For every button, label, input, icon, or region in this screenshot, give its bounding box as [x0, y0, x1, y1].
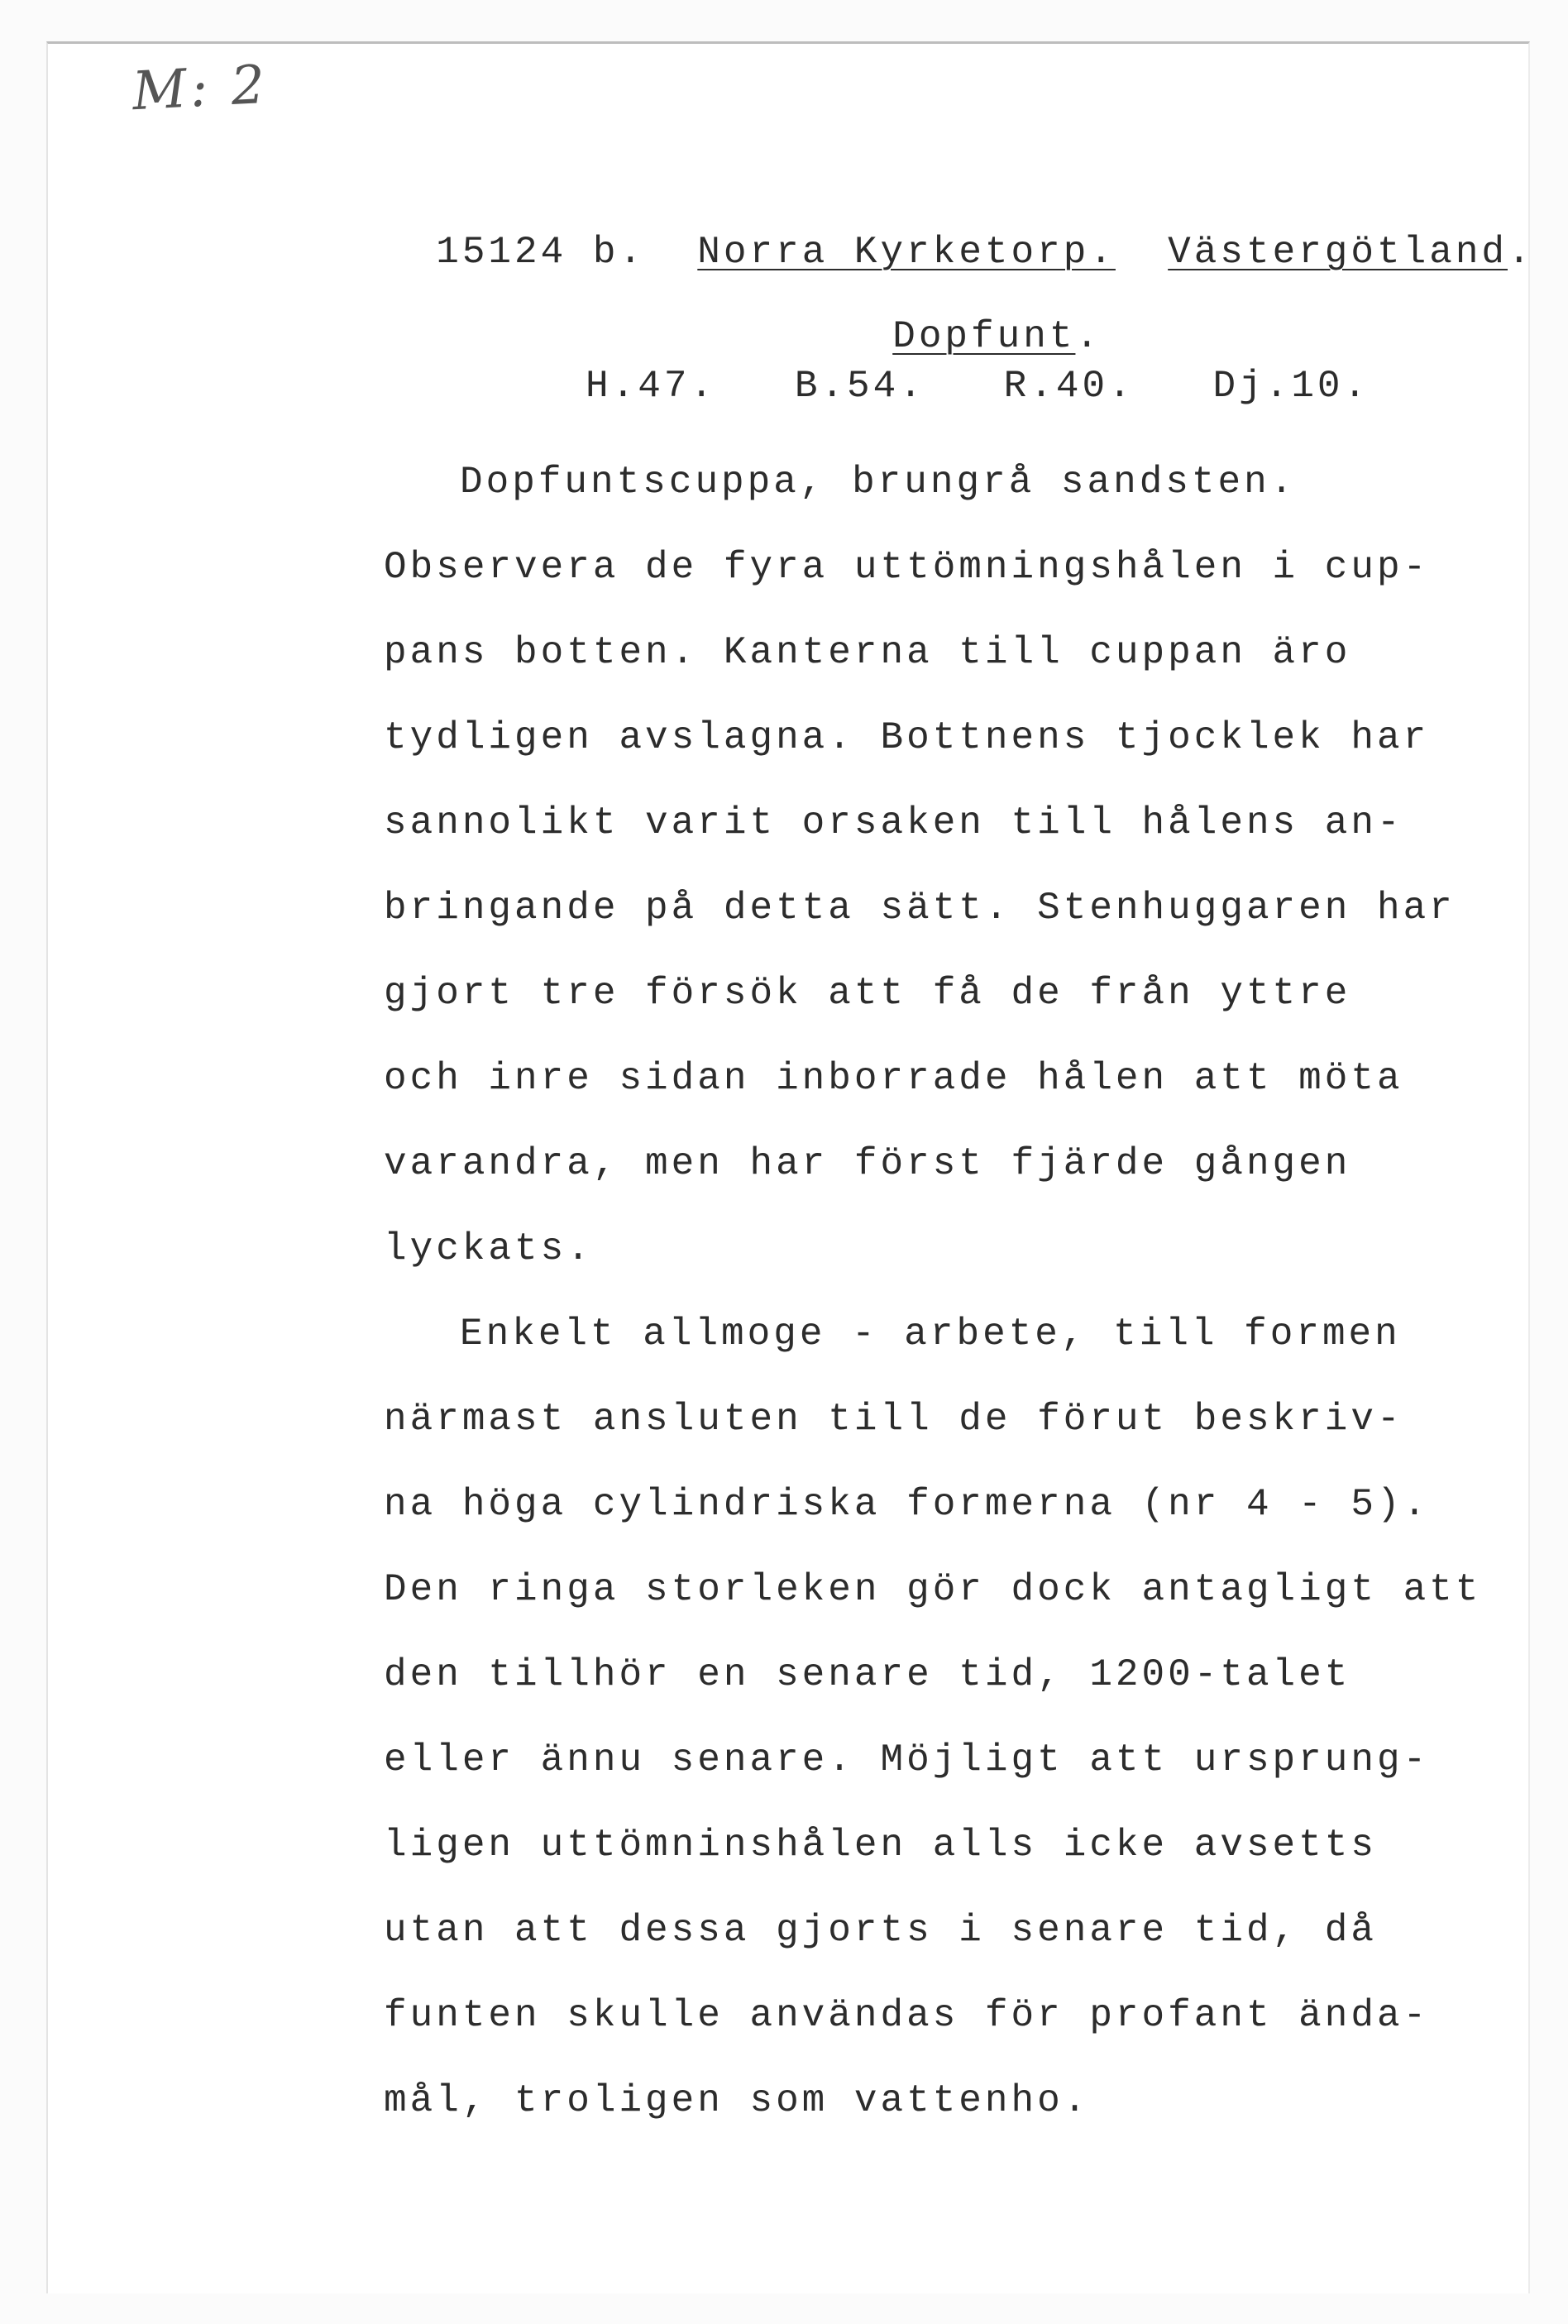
handwritten-shelfmark: M: 2: [131, 54, 270, 123]
paragraph1-line-7: gjort tre försök att få de från yttre: [384, 972, 1351, 1015]
paragraph1-line-6: bringande på detta sätt. Stenhuggaren har: [384, 887, 1456, 930]
paragraph1-line-1: Dopfuntscuppa, brungrå sandsten.: [460, 461, 1297, 504]
paragraph2-line-4: Den ringa storleken gör dock antagligt att: [384, 1568, 1482, 1611]
paragraph1-line-3: pans botten. Kanterna till cuppan äro: [384, 631, 1351, 674]
title-period: .: [1075, 315, 1102, 358]
header-line: [384, 195, 1534, 274]
paragraph2-line-9: funten skulle användas för profant ända-: [384, 1994, 1430, 2037]
document-title: [840, 280, 1102, 356]
paragraph2-line-7: ligen uttömninshålen alls icke avsetts: [384, 1824, 1377, 1867]
province-name: Västergötland: [1168, 231, 1508, 274]
paragraph1-line-9: varandra, men har först fjärde gången: [384, 1142, 1351, 1185]
paragraph1-line-5: sannolikt varit orsaken till hålens an-: [384, 801, 1403, 844]
header-period: .: [1508, 231, 1534, 274]
paragraph2-line-10: mål, troligen som vattenho.: [384, 2079, 1090, 2122]
paragraph2-line-6: eller ännu senare. Möjligt att ursprung-: [384, 1738, 1430, 1781]
paragraph1-line-8: och inre sidan inborrade hålen att möta: [384, 1057, 1403, 1100]
catalog-number: 15124 b.: [436, 231, 646, 274]
paragraph2-line-8: utan att dessa gjorts i senare tid, då: [384, 1909, 1377, 1952]
paragraph2-line-5: den tillhör en senare tid, 1200-talet: [384, 1653, 1351, 1696]
title-text: Dopfunt: [892, 315, 1076, 358]
paragraph2-line-3: na höga cylindriska formerna (nr 4 - 5).: [384, 1483, 1430, 1526]
paragraph1-line-4: tydligen avslagna. Bottnens tjocklek har: [384, 716, 1430, 759]
paragraph2-line-1: Enkelt allmoge - arbete, till formen: [460, 1313, 1401, 1356]
paragraph2-line-2: närmast ansluten till de förut beskriv-: [384, 1398, 1403, 1441]
measurements: H.47. B.54. R.40. Dj.10.: [586, 365, 1370, 408]
paragraph1-line-10: lyckats.: [384, 1227, 593, 1270]
place-name: Norra Kyrketorp.: [697, 231, 1116, 274]
paragraph1-line-2: Observera de fyra uttömningshålen i cup-: [384, 546, 1430, 589]
